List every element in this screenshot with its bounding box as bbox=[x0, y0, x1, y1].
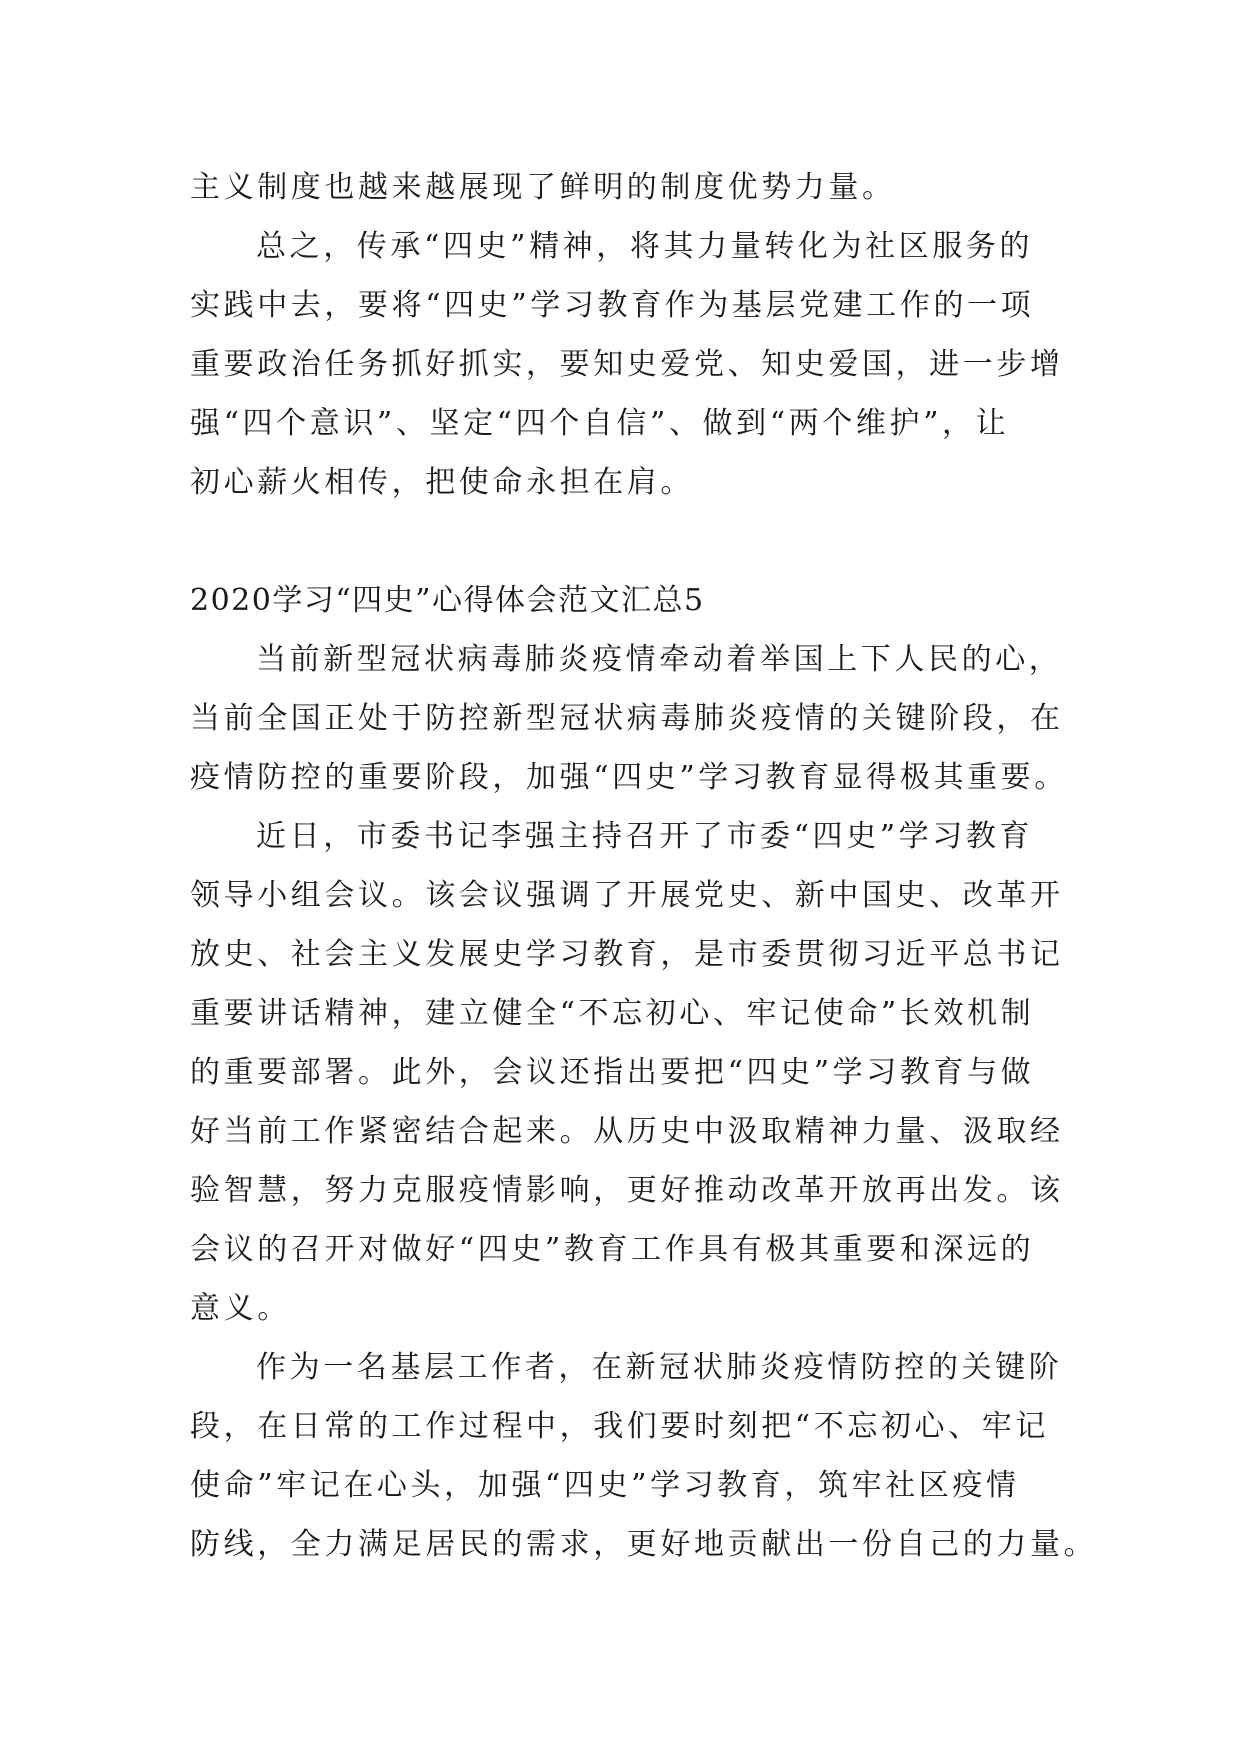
body-paragraph-1 bbox=[190, 630, 1070, 807]
body-paragraph-3 bbox=[190, 1338, 1098, 1574]
conclusion-paragraph bbox=[190, 217, 1070, 512]
text-line: 主义制度也越来越展现了鲜明的制度优势力量。 bbox=[190, 170, 896, 205]
text-line: 疫情防控的重要阶段，加强“四史”学习教育显得极其重要。 bbox=[190, 760, 1068, 795]
text-line: 强“四个意识”、坚定“四个自信”、做到“两个维护”，让 bbox=[190, 406, 1010, 441]
document-page bbox=[190, 158, 1098, 1574]
text-line: 会议的召开对做好“四史”教育工作具有极其重要和深远的 bbox=[190, 1232, 1035, 1267]
body-paragraph-2 bbox=[190, 807, 1070, 1338]
text-line: 作为一名基层工作者，在新冠状肺炎疫情防控的关键阶 bbox=[256, 1350, 1063, 1385]
text-line: 的重要部署。此外，会议还指出要把“四史”学习教育与做 bbox=[190, 1055, 1035, 1090]
text-line: 放史、社会主义发展史学习教育，是市委贯彻习近平总书记 bbox=[190, 937, 1064, 972]
text-line: 使命”牢记在心头，加强“四史”学习教育，筑牢社区疫情 bbox=[190, 1468, 1020, 1503]
text-line: 领导小组会议。该会议强调了开展党史、新中国史、改革开 bbox=[190, 878, 1064, 913]
text-line: 重要讲话精神，建立健全“不忘初心、牢记使命”长效机制 bbox=[190, 996, 1035, 1031]
section-title: 2020学习“四史”心得体会范文汇总5 bbox=[190, 583, 705, 618]
text-line: 实践中去，要将“四史”学习教育作为基层党建工作的一项 bbox=[190, 288, 1035, 323]
text-line: 总之，传承“四史”精神，将其力量转化为社区服务的 bbox=[256, 229, 1034, 264]
text-line: 近日，市委书记李强主持召开了市委“四史”学习教育 bbox=[256, 819, 1034, 854]
text-line: 验智慧，努力克服疫情影响，更好推动改革开放再出发。该 bbox=[190, 1173, 1064, 1208]
text-line: 当前新型冠状病毒肺炎疫情牵动着举国上下人民的心， bbox=[256, 642, 1063, 677]
text-line: 初心薪火相传，把使命永担在肩。 bbox=[190, 465, 694, 500]
text-line: 好当前工作紧密结合起来。从历史中汲取精神力量、汲取经 bbox=[190, 1114, 1064, 1149]
text-line: 段，在日常的工作过程中，我们要时刻把“不忘初心、牢记 bbox=[190, 1409, 1049, 1444]
text-line: 当前全国正处于防控新型冠状病毒肺炎疫情的关键阶段，在 bbox=[190, 701, 1064, 736]
text-line: 重要政治任务抓好抓实，要知史爱党、知史爱国，进一步增 bbox=[190, 347, 1064, 382]
continuation-paragraph bbox=[190, 158, 1070, 217]
text-line: 意义。 bbox=[190, 1291, 291, 1326]
text-line: 防线，全力满足居民的需求，更好地贡献出一份自己的力量。 bbox=[190, 1527, 1098, 1562]
